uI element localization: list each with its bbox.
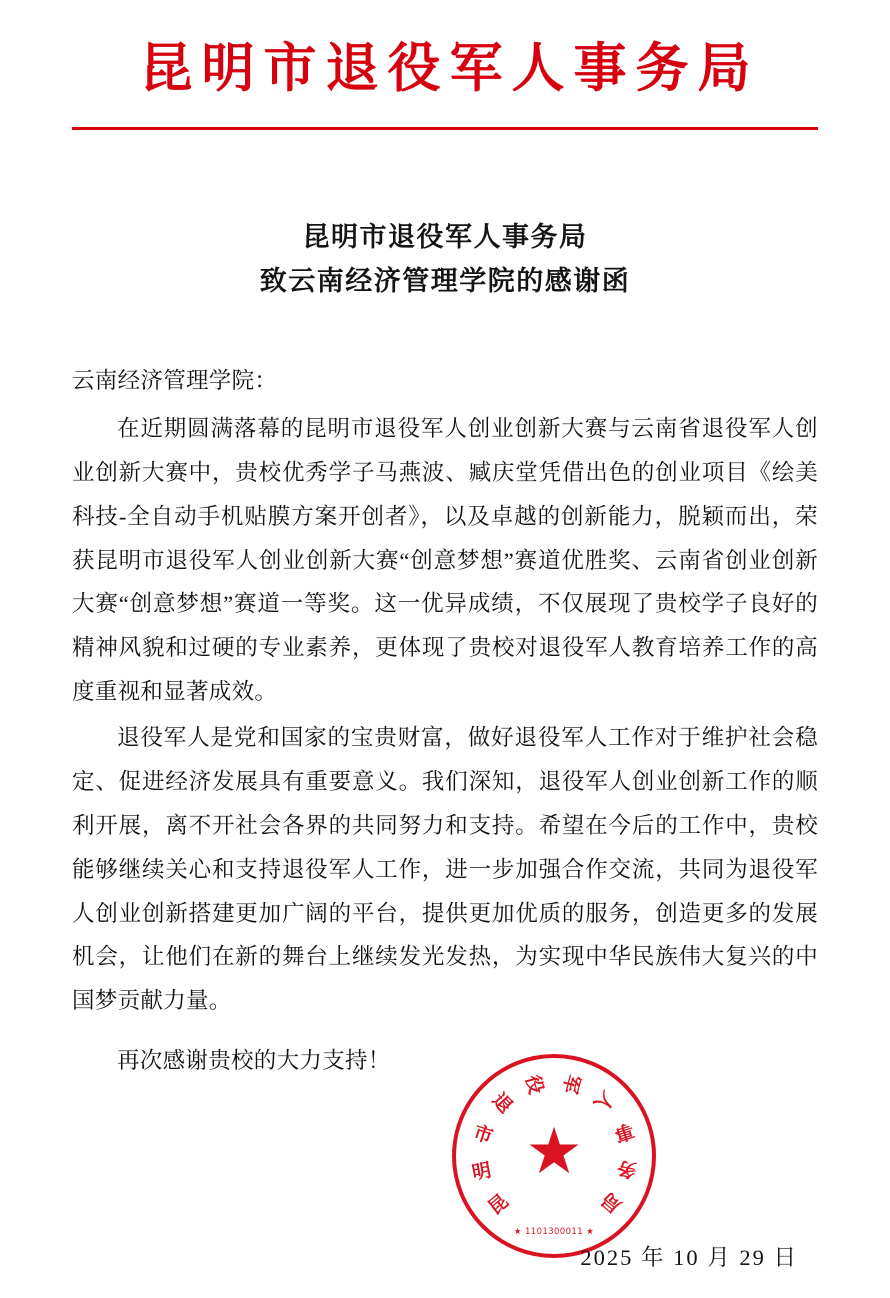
page-title-line-2: 致云南经济管理学院的感谢函 (259, 266, 631, 298)
signature-date: 2025 年 10 月 29 日 (580, 1245, 798, 1270)
seal-ring-char: 局 (597, 1187, 627, 1217)
seal-sub-text: ★ 1101300011 ★ (513, 1227, 595, 1237)
body-paragraph-1: 在近期圆满落幕的昆明市退役军人创业创新大赛与云南省退役军人创业创新大赛中，贵校优秀学子马燕波、臧庆堂凭借出色的创业项目《绘美科技-全自动手机贴膜方案开创者》，以及卓越的创新能力，脱颖而出，荣获昆明市退役军人创业创新大赛“创意梦想”赛道优胜奖、云南省创业创新大赛“创意梦想”赛道一等奖。这一优异成绩，不仅展现了贵校学子良好的精神风貌和过硬的专业素养，更体现了贵校对退役军人教育培养工作的高度重视和显著成效。 (72, 415, 818, 705)
seal-ring-char: 退 (487, 1088, 517, 1118)
seal-ring-char: 役 (521, 1072, 548, 1097)
salutation: 云南经济管理学院： (72, 368, 278, 394)
body-paragraph-2: 退役军人是党和国家的宝贵财富，做好退役军人工作对于维护社会稳定、促进经济发展具有重要意义。我们深知，退役军人创业创新工作的顺利开展，离不开社会各界的共同努力和支持。希望在今后的工作中，贵校能够继续关心和支持退役军人工作，进一步加强合作交流，共同为退役军人创业创新搭建更加广阔的平台，提供更加优质的服务，创造更多的发展机会，让他们在新的舞台上继续发光发热，为实现中华民族伟大复兴的中国梦贡献力量。 (72, 725, 818, 1014)
letterhead-divider (72, 127, 818, 130)
closing-line: 再次感谢贵校的大力支持！ (117, 1048, 391, 1074)
seal-ring-char: 务 (615, 1156, 639, 1182)
seal-ring-char: 事 (611, 1118, 637, 1146)
letterhead-org-name: 昆明市退役军人事务局 (139, 37, 760, 99)
seal-ring-char: 昆 (483, 1190, 513, 1220)
page-title-line-1: 昆明市退役军人事务局 (302, 221, 588, 253)
official-seal-icon (452, 1054, 656, 1258)
seal-ring-char: 人 (589, 1086, 619, 1116)
seal-ring-char: 军 (557, 1072, 585, 1096)
seal-star-glyph: ★ (525, 1116, 583, 1187)
seal-ring-char: 明 (470, 1159, 494, 1185)
signature-area (388, 1070, 818, 1280)
seal-ring-char: 市 (470, 1121, 496, 1149)
page-title (72, 216, 818, 305)
letterhead (72, 0, 818, 130)
letter-body (72, 359, 818, 1083)
